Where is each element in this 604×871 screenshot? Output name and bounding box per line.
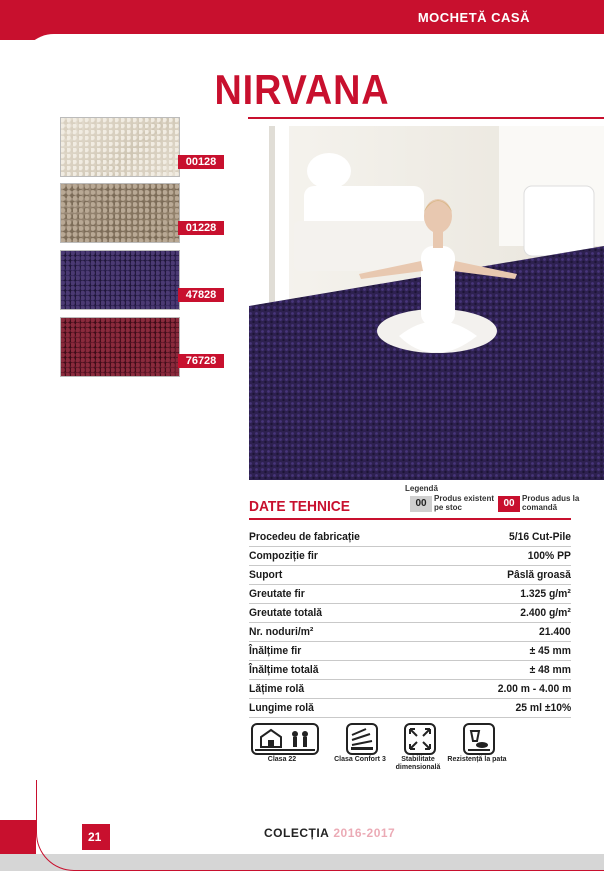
swatch-code: 76728 <box>178 354 224 368</box>
table-row <box>249 604 571 623</box>
spec-label: Lățime rolă <box>249 683 305 695</box>
table-row <box>249 528 571 547</box>
icon-caption: Clasa 22 <box>267 756 297 763</box>
spec-label: Procedeu de fabricație <box>249 531 360 543</box>
title-divider <box>248 117 604 119</box>
spec-value: 1.325 g/m² <box>520 588 571 600</box>
collection-years: 2016-2017 <box>333 826 396 840</box>
tech-data-divider <box>249 518 571 520</box>
table-row <box>249 642 571 661</box>
spec-label: Nr. noduri/m² <box>249 626 314 638</box>
tech-data-title: DATE TEHNICE <box>249 498 350 515</box>
swatch-image <box>60 183 180 243</box>
category-label: MOCHETĂ CASĂ <box>417 10 530 25</box>
icon-caption: Stabilitate dimensională <box>395 756 441 771</box>
table-row <box>249 566 571 585</box>
legend-title: Legendă <box>405 484 438 493</box>
class-22-icon <box>251 723 319 755</box>
spec-value: Pâslă groasă <box>507 569 571 581</box>
room-illustration <box>249 126 604 480</box>
spec-value: 2.00 m - 4.00 m <box>497 683 571 695</box>
legend-order-badge: 00 <box>498 496 520 512</box>
spec-value: ± 45 mm <box>529 645 571 657</box>
swatch-code: 01228 <box>178 221 224 235</box>
table-row <box>249 585 571 604</box>
spec-label: Înălțime fir <box>249 645 302 657</box>
collection-label <box>264 826 395 840</box>
product-title: NIRVANA <box>214 66 390 113</box>
table-row <box>249 680 571 699</box>
page-number: 21 <box>88 830 102 844</box>
house-figures-icon <box>253 725 317 753</box>
table-row <box>249 547 571 566</box>
icon-caption: Clasa Confort 3 <box>334 756 386 763</box>
spec-table <box>249 528 571 718</box>
swatch-code: 00128 <box>178 155 224 169</box>
spec-value: 100% PP <box>527 550 571 562</box>
spec-label: Înălțime totală <box>249 664 319 676</box>
collection-name: COLECȚIA <box>264 826 330 840</box>
arrows-icon-graphic <box>406 725 434 753</box>
spec-value: ± 48 mm <box>529 664 571 676</box>
legend-order-text: Produs adus la comandă <box>522 494 580 512</box>
spec-label: Lungime rolă <box>249 702 314 714</box>
spec-value: 21.400 <box>539 626 571 638</box>
swatch-image <box>60 317 180 377</box>
spec-label: Greutate fir <box>249 588 305 600</box>
table-row <box>249 661 571 680</box>
spec-value: 2.400 g/m² <box>520 607 571 619</box>
spec-label: Suport <box>249 569 283 581</box>
legend-stock-text: Produs existent pe stoc <box>434 494 495 512</box>
icon-caption: Rezistență la pata <box>447 756 507 763</box>
spec-value: 5/16 Cut-Pile <box>508 531 571 543</box>
comfort-class-icon <box>346 723 378 755</box>
swatch-code: 47828 <box>178 288 224 302</box>
legend-stock-badge: 00 <box>410 496 432 512</box>
table-row <box>249 623 571 642</box>
stain-resistance-icon <box>463 723 495 755</box>
spec-value: 25 ml ±10% <box>515 702 571 714</box>
table-row <box>249 699 571 718</box>
dimensional-stability-icon <box>404 723 436 755</box>
stain-icon-graphic <box>465 725 493 753</box>
spec-label: Greutate totală <box>249 607 322 619</box>
spec-label: Compoziție fir <box>249 550 318 562</box>
comfort-icon-graphic <box>348 725 376 753</box>
room-photo <box>249 126 604 480</box>
swatch-image <box>60 250 180 310</box>
swatch-image <box>60 117 180 177</box>
